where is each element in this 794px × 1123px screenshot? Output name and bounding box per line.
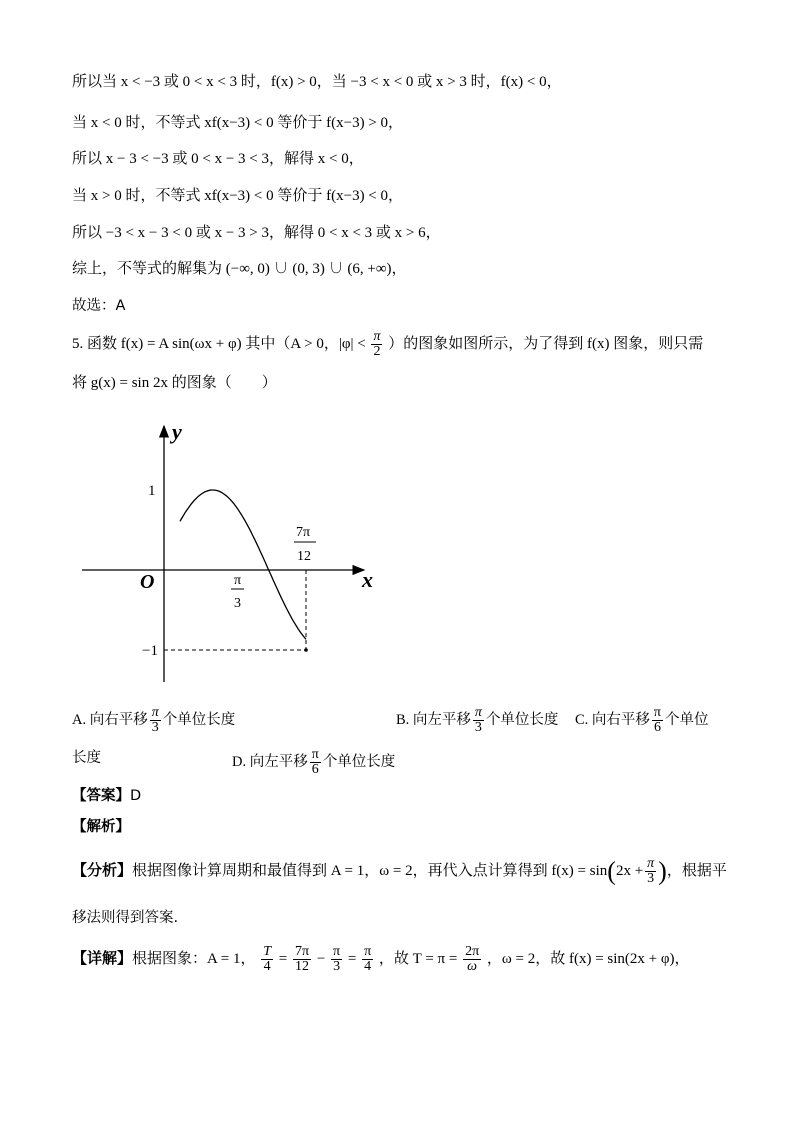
sine-curve [180, 490, 306, 639]
answer-value: D [130, 788, 142, 804]
fenxi-line-1: 【分析】根据图像计算周期和最值得到 A = 1，ω = 2，再代入点计算得到 f(x) = sin(2x + $\frac{\pi}{3}$ )，根据平 [72, 856, 727, 886]
x-tick-7pi-12-den: 12 [297, 549, 311, 564]
question-line-2: 将 g(x) = sin 2x 的图象（ ） [72, 375, 277, 391]
analysis-label: 【解析】 [72, 819, 130, 835]
question-text-part2: ）的图象如图所示，为了得到 f(x) 图象，则只需 [388, 335, 704, 352]
x-axis-label: x [362, 567, 373, 592]
solution-line-5: 所以 −3 < x − 3 < 0 或 x − 3 > 3，解得 0 < x < 3 或 x > 6， [72, 225, 441, 241]
solution-line-7: 故选：A [72, 298, 126, 314]
question-text-part1: 函数 f(x) = A sin(ωx + φ) 其中（A > 0，|φ| < [87, 335, 366, 352]
y-axis-label: y [172, 419, 182, 444]
solution-line-4: 当 x > 0 时，不等式 xf(x−3) < 0 等价于 f(x−3) < 0， [72, 188, 404, 204]
solution-line-2: 当 x < 0 时，不等式 xf(x−3) < 0 等价于 f(x−3) > 0， [72, 115, 404, 131]
x-tick-pi-3-num: π [234, 573, 242, 588]
option-b[interactable]: B. 向左平移 $\frac{\pi}{3}$ 个单位长度 [396, 705, 559, 735]
y-tick-minus-1: −1 [142, 643, 158, 659]
y-tick-1: 1 [148, 483, 156, 499]
fenxi-line-2: 移法则得到答案. [72, 910, 179, 926]
x-tick-7pi-12-num: 7π [296, 525, 311, 540]
solution-line-3: 所以 x − 3 < −3 或 0 < x − 3 < 3，解得 x < 0， [72, 151, 364, 167]
solution-line-1: 所以当 x < −3 或 0 < x < 3 时，f(x) > 0，当 −3 < x < 0 或 x > 3 时，f(x) < 0， [72, 74, 562, 90]
option-c-continued: 长度 [72, 750, 101, 766]
answer-line [72, 786, 141, 806]
answer-label: 【答案】 [72, 788, 130, 804]
solution-line-6: 综上，不等式的解集为 (−∞, 0) ∪ (0, 3) ∪ (6, +∞)， [72, 261, 407, 277]
question-fraction: $\frac{\pi}{2}$ [373, 329, 381, 359]
min-point [304, 648, 308, 652]
option-d[interactable]: D. 向左平移 $\frac{\pi}{6}$ 个单位长度 [232, 747, 396, 777]
origin-label: O [140, 571, 155, 593]
option-a[interactable]: A. 向右平移 $\frac{\pi}{3}$ 个单位长度 [72, 705, 236, 735]
question-line-1 [72, 330, 703, 359]
option-c[interactable]: C. 向右平移 $\frac{\pi}{6}$ 个单位 [575, 705, 709, 735]
x-tick-pi-3-den: 3 [234, 596, 241, 611]
detail-line: 【详解】根据图象：A = 1， $\frac{T}{4}$ = $\frac{7\pi}{12}$ − $\frac{\pi}{3}$ = $\frac{\pi}{4}$ ，故 T = π = $\frac{2\pi}{\omega}$ ，ω = 2，故 f(x) = sin(2x + φ)， [72, 944, 690, 974]
function-graph [72, 412, 392, 692]
question-number: 5. [72, 335, 84, 352]
